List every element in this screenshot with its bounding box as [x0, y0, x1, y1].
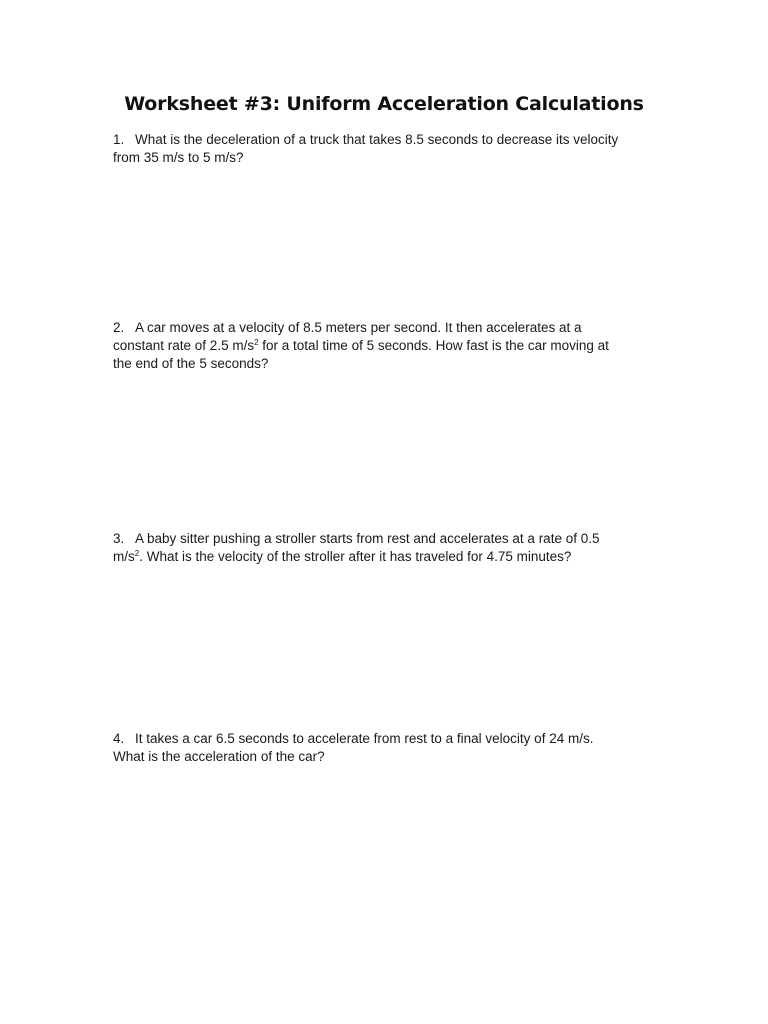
question-3-text-2a: m/s: [113, 549, 135, 564]
question-2-text-2a: constant rate of 2.5 m/s: [113, 338, 255, 353]
question-3-superscript: 2: [134, 549, 140, 558]
question-2-text-1: A car moves at a velocity of 8.5 meters per second. It then accelerates at a: [135, 320, 582, 335]
question-2-text-2b: for a total time of 5 seconds. How fast is the car moving at: [258, 338, 609, 353]
question-4-line-1: [113, 730, 683, 748]
question-3: [113, 530, 683, 566]
worksheet-title: Worksheet #3: Uniform Acceleration Calculations: [124, 93, 644, 115]
question-2-line-3: the end of the 5 seconds?: [113, 356, 269, 371]
question-3-number: 3.: [113, 531, 125, 546]
question-3-text-1: A baby sitter pushing a stroller starts from rest and accelerates at a rate of 0.5: [135, 531, 600, 546]
question-1-text-1: What is the deceleration of a truck that takes 8.5 seconds to decrease its velocity: [135, 132, 619, 147]
question-2-line-1: [113, 319, 683, 337]
question-2-line-2: [113, 337, 683, 355]
question-1-line-1: [113, 131, 683, 149]
question-1: [113, 131, 683, 167]
question-4-number: 4.: [113, 731, 125, 746]
question-3-text-2b: . What is the velocity of the stroller after it has traveled for 4.75 minutes?: [139, 549, 572, 564]
question-1-line-2: from 35 m/s to 5 m/s?: [113, 150, 244, 165]
question-2-number: 2.: [113, 320, 125, 335]
question-4-line-2: What is the acceleration of the car?: [113, 749, 325, 764]
question-2-superscript: 2: [254, 338, 259, 347]
question-4: [113, 730, 683, 766]
question-3-line-1: [113, 530, 683, 548]
question-1-number: 1.: [113, 132, 125, 147]
question-4-text-1: It takes a car 6.5 seconds to accelerate from rest to a final velocity of 24 m/s.: [135, 731, 594, 746]
question-2: [113, 319, 683, 373]
question-3-line-2: [113, 548, 683, 566]
